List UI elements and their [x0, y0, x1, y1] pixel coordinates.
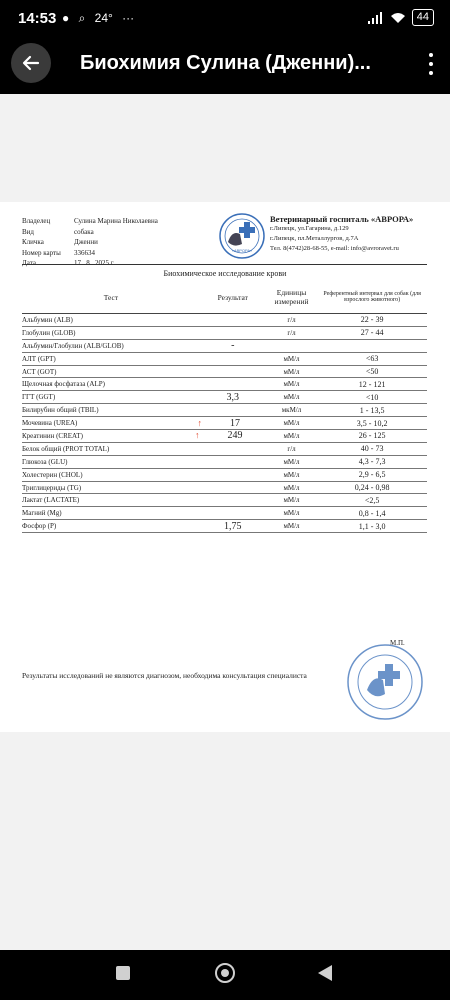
test-unit: мМ/л [266, 520, 318, 533]
table-row [22, 314, 427, 327]
test-result-value: 1,75 [224, 520, 242, 532]
test-result [200, 455, 266, 468]
owner-info-row [22, 227, 158, 238]
app-bar [0, 36, 450, 94]
test-name: Глюкоза (GLU) [22, 455, 200, 468]
test-unit: мМ/л [266, 365, 318, 378]
system-nav-bar [0, 950, 450, 1000]
test-unit: г/л [266, 442, 318, 455]
test-result [200, 520, 266, 533]
owner-info-row [22, 248, 158, 259]
high-flag-icon: ↑ [197, 417, 203, 428]
hospital-address-2: г.Липецк, пл.Металлургов, д.7А [270, 235, 359, 242]
test-result-value: 249 [227, 430, 243, 442]
table-row [22, 507, 427, 520]
test-name: Щелочная фосфатаза (ALP) [22, 378, 200, 391]
hospital-logo-icon [218, 212, 266, 260]
test-result [200, 365, 266, 378]
test-unit: мкМ/л [266, 404, 318, 417]
test-reference: <2,5 [317, 494, 427, 507]
test-reference: <63 [317, 352, 427, 365]
test-reference: 2,9 - 6,5 [317, 468, 427, 481]
test-result [200, 494, 266, 507]
table-row [22, 339, 427, 352]
test-result [197, 417, 266, 430]
test-result [200, 378, 266, 391]
owner-info-row [22, 237, 158, 248]
test-reference: <10 [317, 391, 427, 404]
search-icon: ⌕ [78, 11, 86, 25]
col-result: Результат [200, 281, 266, 314]
test-name: Глобулин (GLOB) [22, 326, 200, 339]
test-unit: мМ/л [266, 481, 318, 494]
table-row [22, 455, 427, 468]
test-result [200, 468, 266, 481]
more-options-button[interactable] [426, 50, 436, 78]
table-row [22, 352, 427, 365]
test-result [200, 352, 266, 365]
test-unit: мМ/л [266, 378, 318, 391]
hospital-name: Ветеринарный госпиталь «АВРОРА» [270, 214, 414, 224]
owner-info-value: Сулина Марина Николаевна [74, 217, 158, 225]
table-row [22, 365, 427, 378]
test-result-value: - [231, 340, 235, 352]
disclaimer: Результаты исследований не являются диагнозом, необходима консультация специалиста [22, 671, 307, 680]
test-name: АЛТ (GPT) [22, 352, 200, 365]
owner-info-label: Кличка [22, 238, 44, 246]
test-unit: г/л [266, 326, 318, 339]
test-reference: 27 - 44 [317, 326, 427, 339]
test-unit: мМ/л [266, 352, 318, 365]
owner-info-label: Вид [22, 227, 34, 236]
test-name: Триглицериды (TG) [22, 481, 200, 494]
test-result [200, 507, 266, 520]
test-result-value: 17 [230, 417, 241, 429]
hospital-info [270, 214, 413, 254]
test-reference: 1 - 13,5 [317, 404, 427, 417]
test-name: АСТ (GOT) [22, 365, 200, 378]
table-row [22, 326, 427, 339]
test-unit [266, 339, 318, 352]
owner-info-value: Дженни [74, 238, 98, 246]
table-row [22, 391, 427, 404]
test-reference: 40 - 73 [317, 442, 427, 455]
test-name: Билирубин общий (TBIL) [22, 404, 200, 417]
col-reference: Референтный интервал для собак (для взрослого животного) [317, 281, 427, 314]
owner-info [22, 216, 158, 269]
test-name: ГГТ (GGT) [22, 391, 200, 404]
hospital-logo-text: «АВРОРА» [231, 248, 253, 253]
test-name: Альбумин (ALB) [22, 314, 200, 327]
test-result [200, 442, 266, 455]
test-result-value: 3,3 [226, 391, 240, 403]
owner-info-label: Дата [22, 259, 36, 267]
document-page[interactable] [0, 202, 450, 732]
test-reference: 0,8 - 1,4 [317, 507, 427, 520]
table-row [22, 378, 427, 391]
test-name: Альбумин/Глобулин (ALB/GLOB) [22, 339, 200, 352]
battery-indicator: 44 [412, 9, 434, 26]
status-right [368, 9, 434, 26]
test-result [200, 326, 266, 339]
header-rule [22, 264, 427, 265]
test-unit: мМ/л [266, 455, 318, 468]
status-bar [0, 0, 450, 36]
test-reference: 4,3 - 7,3 [317, 455, 427, 468]
test-unit: мМ/л [266, 430, 318, 443]
more-icon: ··· [122, 11, 135, 25]
table-row [22, 404, 427, 417]
table-row [22, 442, 427, 455]
test-reference: 1,1 - 3,0 [317, 520, 427, 533]
owner-info-value: 17 . 8 . 2025 г. [74, 259, 115, 267]
wifi-icon [390, 12, 406, 24]
owner-info-value: собака [74, 227, 94, 236]
chat-icon: ● [62, 11, 70, 25]
test-result [200, 481, 266, 494]
test-unit: мМ/л [266, 468, 318, 481]
status-icons [62, 11, 140, 26]
status-temperature: 24° [94, 11, 113, 25]
test-unit: мМ/л [266, 494, 318, 507]
back-nav-button[interactable] [318, 965, 332, 981]
results-table [22, 281, 427, 533]
test-name: Креатинин (CREAT) [22, 430, 200, 443]
test-reference: 12 - 121 [317, 378, 427, 391]
test-result [195, 430, 266, 443]
test-reference: <50 [317, 365, 427, 378]
status-time: 14:53 [18, 10, 57, 27]
test-name: Холестерин (CHOL) [22, 468, 200, 481]
test-reference: 22 - 39 [317, 314, 427, 327]
owner-info-row [22, 216, 158, 227]
hospital-address-1: г.Липецк, ул.Гагарина, д.129 [270, 225, 349, 232]
home-button[interactable] [215, 963, 235, 983]
clinic-stamp-icon [345, 642, 425, 722]
report-title: Биохимическое исследование крови [163, 269, 287, 278]
test-name: Мочевина (UREA) [22, 417, 200, 430]
results-header-row [22, 281, 427, 314]
test-reference: 3,5 - 10,2 [317, 417, 427, 430]
stamp-place-label: М.П. [390, 639, 405, 647]
hospital-contacts: Тел. 8(4742)28-68-55, e-mail: info@avroravet.ru [270, 245, 399, 252]
owner-info-label: Владелец [22, 217, 51, 225]
test-name: Фосфор (P) [22, 520, 200, 533]
test-name: Белок общий (PROT TOTAL) [22, 442, 200, 455]
signal-icon [368, 12, 384, 24]
high-flag-icon: ↑ [195, 430, 200, 441]
table-row [22, 417, 427, 430]
test-reference: 0,24 - 0,98 [317, 481, 427, 494]
test-unit: г/л [266, 314, 318, 327]
table-row [22, 520, 427, 533]
test-name: Магний (Mg) [22, 507, 200, 520]
test-unit: мМ/л [266, 507, 318, 520]
col-units: Единицы измерений [266, 281, 318, 314]
test-unit: мМ/л [266, 391, 318, 404]
test-unit: мМ/л [266, 417, 318, 430]
owner-info-value: 336634 [74, 248, 95, 257]
owner-info-label: Номер карты [22, 248, 61, 257]
test-reference: 26 - 125 [317, 430, 427, 443]
test-name: Лактат (LACTATE) [22, 494, 200, 507]
test-result [200, 339, 266, 352]
recents-button[interactable] [116, 966, 130, 980]
test-result [200, 391, 266, 404]
table-row [22, 481, 427, 494]
table-row [22, 468, 427, 481]
document-title: Биохимия Сулина (Дженни)... [80, 52, 371, 74]
back-button[interactable] [11, 43, 51, 83]
col-test: Тест [22, 281, 200, 314]
viewer-area[interactable] [0, 94, 450, 950]
test-result [200, 314, 266, 327]
table-row [22, 430, 427, 443]
test-reference [317, 339, 427, 352]
arrow-left-icon [22, 54, 40, 72]
test-result [200, 404, 266, 417]
table-row [22, 494, 427, 507]
